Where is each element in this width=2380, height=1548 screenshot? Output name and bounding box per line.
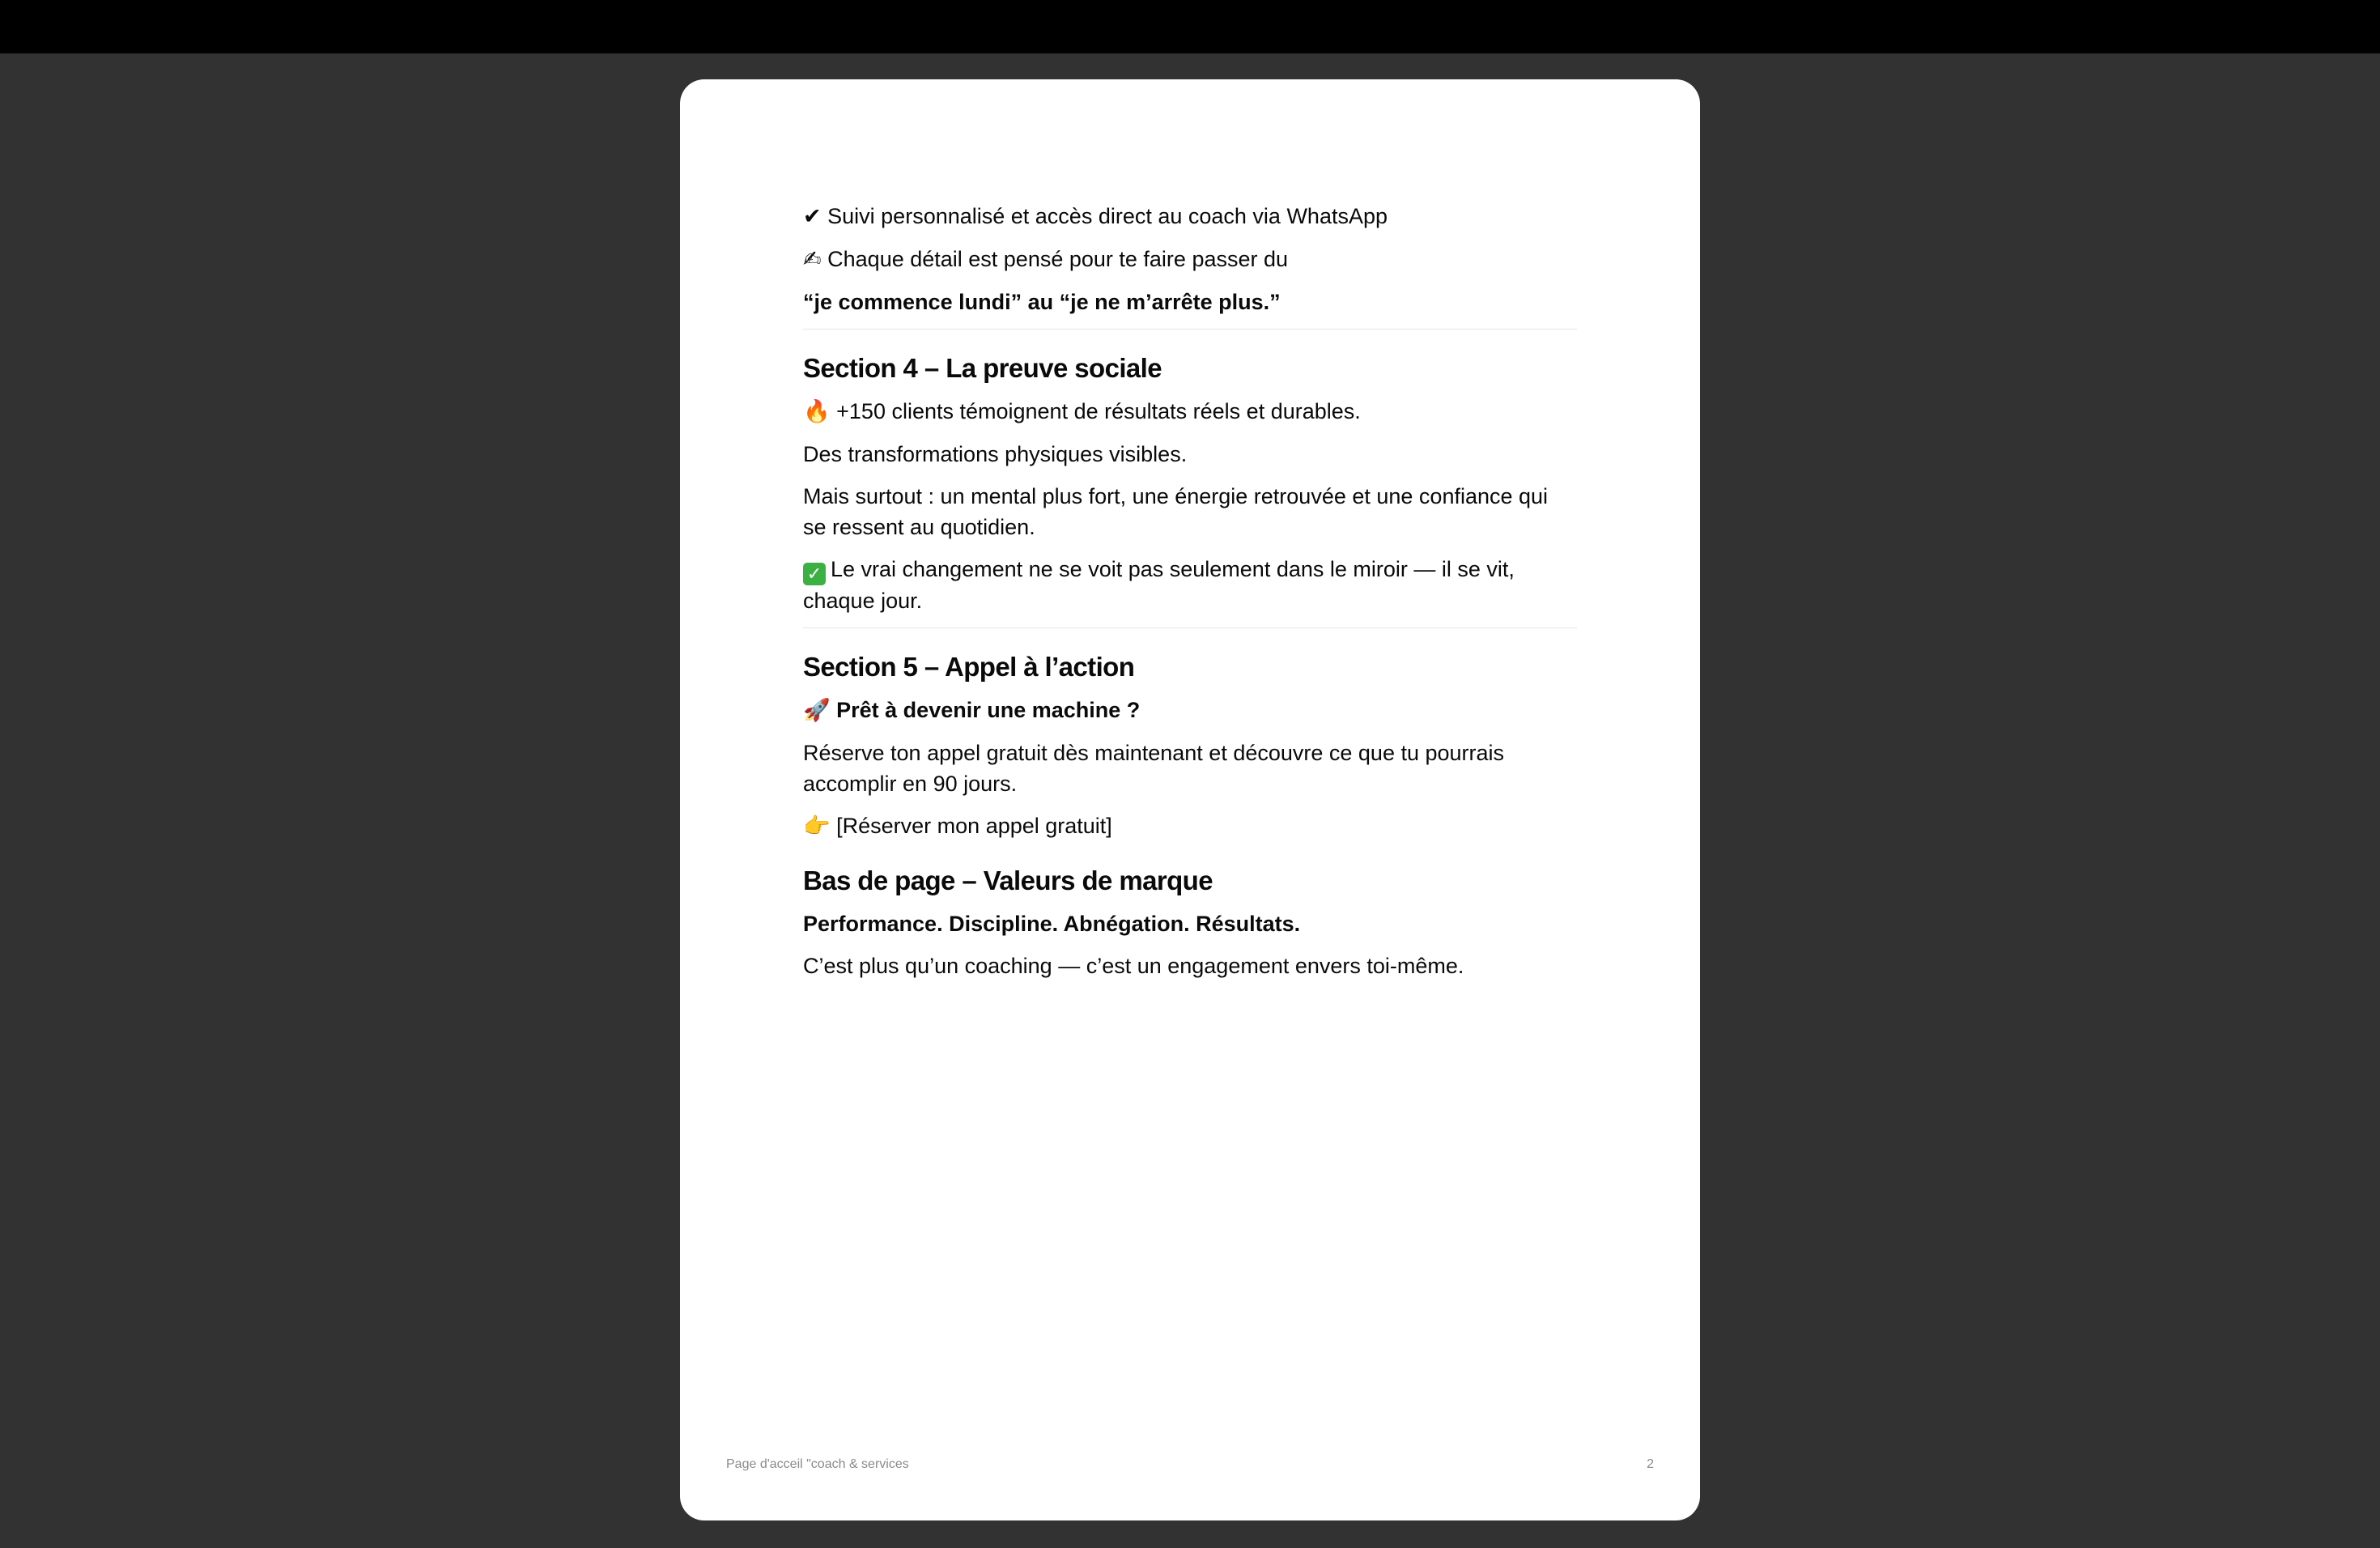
page-footer-title: Page d'acceil "coach & services	[726, 1457, 909, 1471]
section4-p2: Des transformations physiques visibles.	[803, 442, 1188, 466]
section5-p2: Réserve ton appel gratuit dès maintenant et découvre ce que tu pourrais accomplir en 90 jours.	[803, 741, 1505, 796]
check-icon: ✔	[803, 204, 822, 229]
section4-title: Section 4 – La preuve sociale	[803, 353, 1162, 383]
cta-line	[803, 810, 1577, 842]
section5-p1-text: Prêt à devenir une machine ?	[836, 698, 1141, 722]
detail-text: Chaque détail est pensé pour te faire passer du	[827, 247, 1289, 271]
fire-icon: 🔥	[803, 399, 831, 424]
pointing-right-icon: 👉	[803, 814, 831, 839]
cta-link[interactable]: [Réserver mon appel gratuit]	[836, 814, 1112, 838]
top-bar	[0, 0, 2380, 53]
suivi-text: Suivi personnalisé et accès direct au coach via WhatsApp	[827, 204, 1388, 228]
section4-p1	[803, 396, 1577, 427]
suivi-line	[803, 201, 1577, 232]
check-box-icon: ✓	[803, 563, 826, 585]
footer-section-title: Bas de page – Valeurs de marque	[803, 865, 1213, 895]
page-content	[803, 201, 1577, 993]
quote-line: “je commence lundi” au “je ne m’arrête plus.”	[803, 290, 1281, 314]
divider	[803, 627, 1577, 628]
tagline: C’est plus qu’un coaching — c’est un engagement envers toi-même.	[803, 954, 1464, 978]
page-number: 2	[1647, 1457, 1654, 1471]
section5-p1	[803, 695, 1577, 726]
section4-p4	[803, 554, 1577, 616]
divider	[803, 329, 1577, 330]
document-page	[680, 79, 1700, 1520]
section5-title: Section 5 – Appel à l’action	[803, 652, 1135, 682]
section4-p4-text: Le vrai changement ne se voit pas seulement dans le miroir — il se vit, chaque jour.	[803, 557, 1515, 613]
section4-p1-text: +150 clients témoignent de résultats réels et durables.	[836, 399, 1361, 423]
brand-values: Performance. Discipline. Abnégation. Résultats.	[803, 912, 1301, 936]
section4-p3: Mais surtout : un mental plus fort, une énergie retrouvée et une confiance qui se ressent au quotidien.	[803, 484, 1549, 539]
rocket-icon: 🚀	[803, 698, 831, 723]
writing-hand-icon: ✍	[803, 247, 822, 272]
detail-line	[803, 244, 1577, 275]
